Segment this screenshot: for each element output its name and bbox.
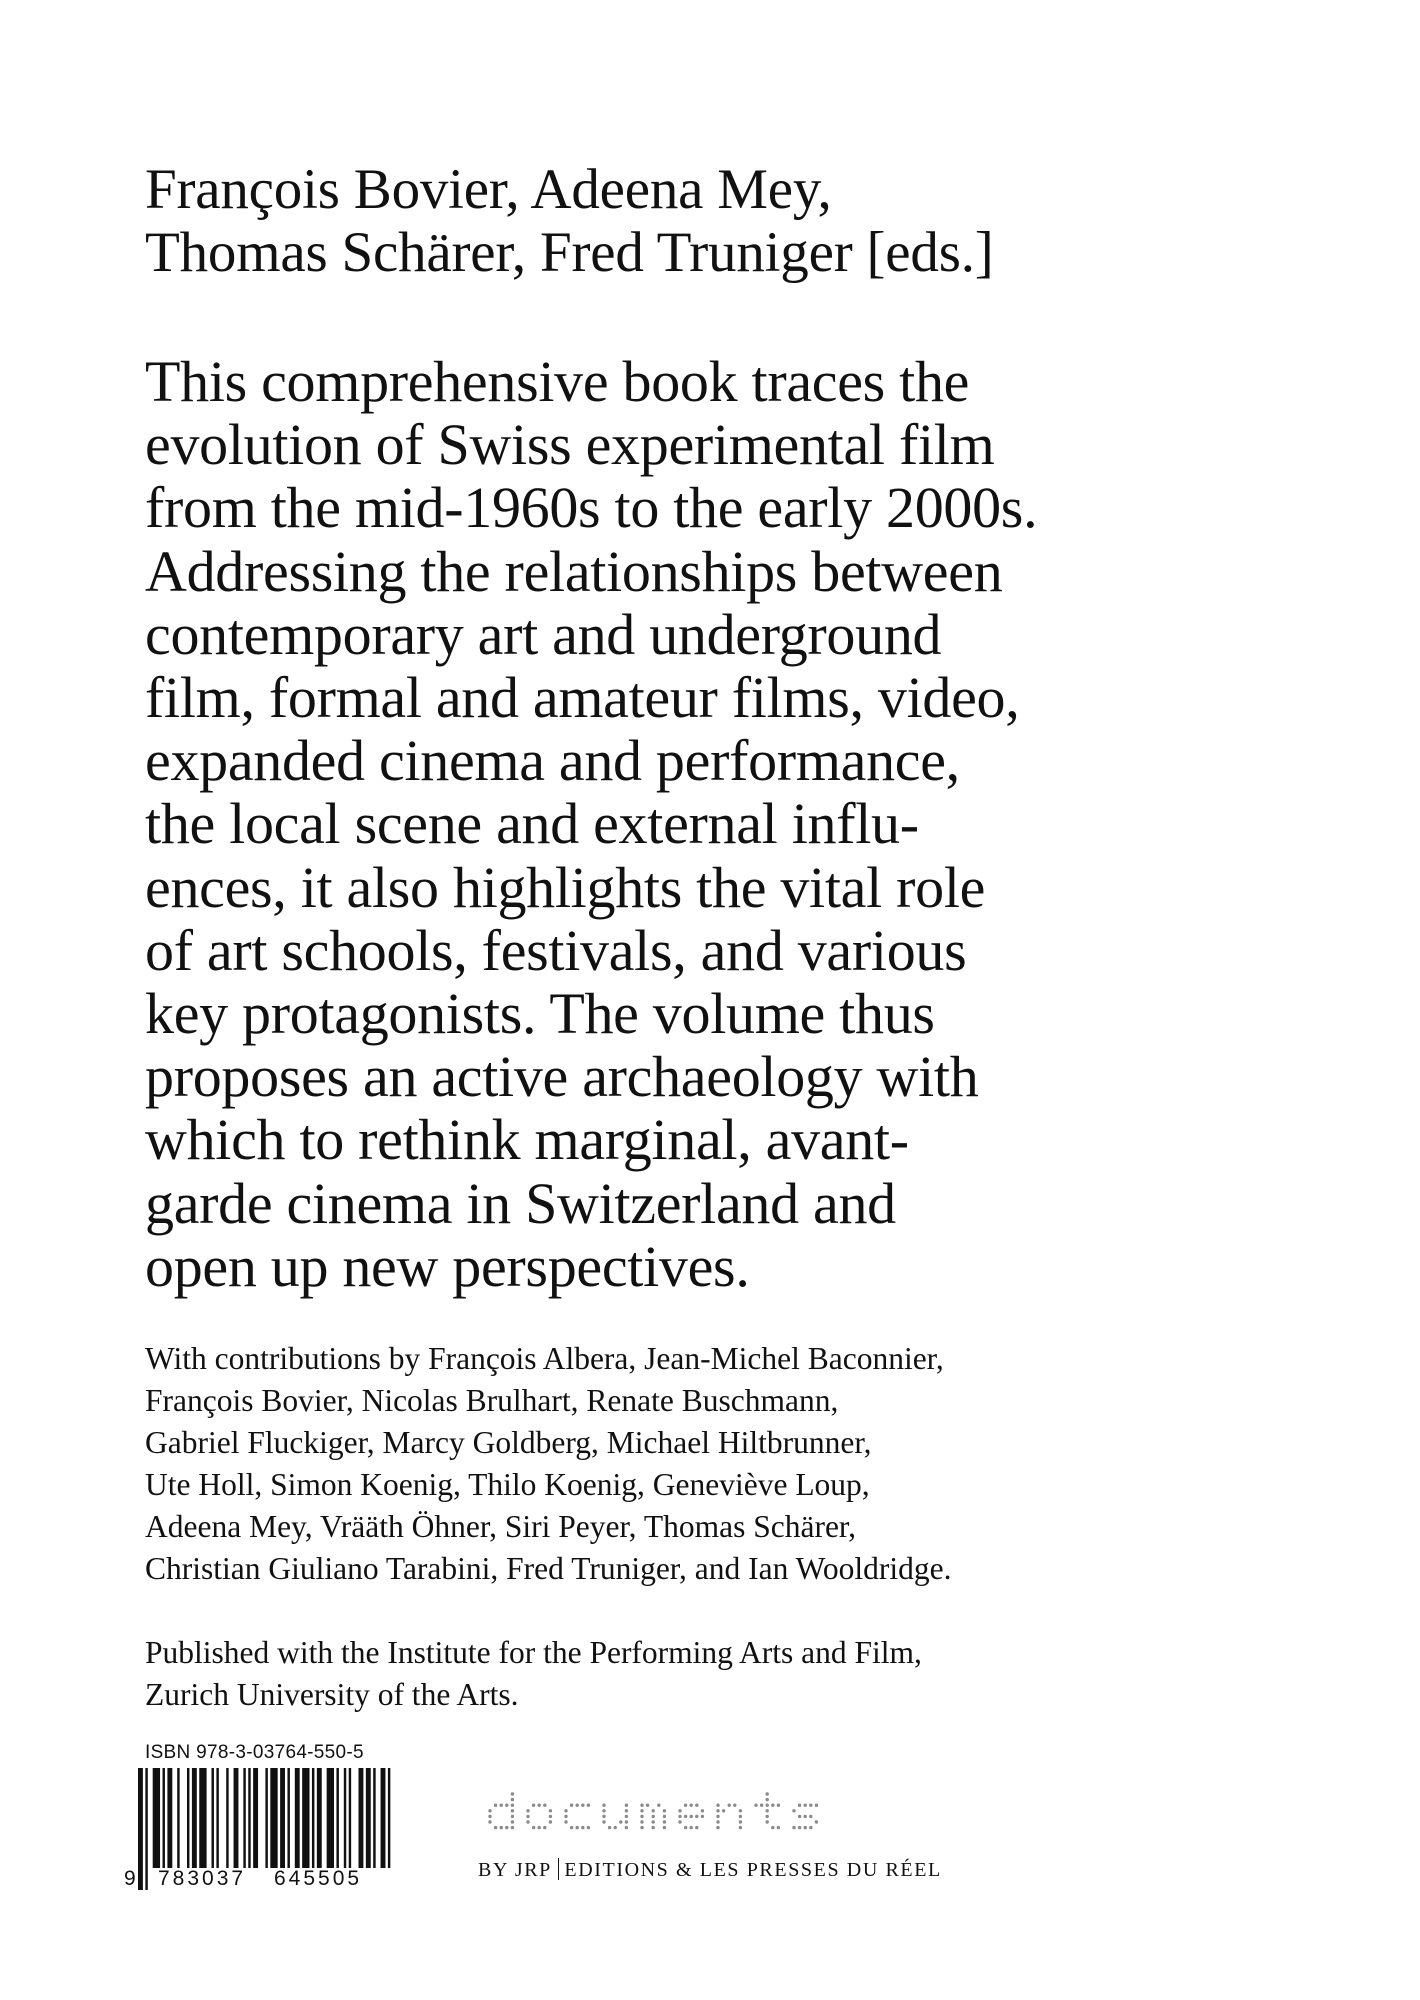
editors-block (145, 158, 1345, 284)
logo-dot (792, 1809, 795, 1812)
logo-dot (678, 1820, 681, 1823)
logo-dot (549, 1809, 552, 1812)
isbn-barcode (120, 1768, 400, 1892)
barcode-bar (216, 1768, 218, 1868)
logo-dot (511, 1809, 514, 1812)
logo-dot (766, 1804, 769, 1807)
description-line: expanded cinema and performance, (145, 728, 960, 794)
barcode-bar (226, 1768, 228, 1868)
logo-dot (511, 1820, 514, 1823)
logo-dot (663, 1820, 666, 1823)
logo-dot (505, 1826, 508, 1829)
barcode-bar (167, 1768, 172, 1868)
logo-dot (625, 1820, 628, 1823)
book-description (145, 350, 1375, 1298)
description-line: key protagonists. The volume thus (145, 981, 935, 1047)
barcode-bar (373, 1768, 375, 1868)
logo-dot (652, 1815, 655, 1818)
logo-dot (690, 1804, 693, 1807)
logo-dot (716, 1826, 719, 1829)
publisher-separator (558, 1858, 560, 1880)
logo-dot (754, 1804, 757, 1807)
logo-dot (526, 1809, 529, 1812)
logo-dot (739, 1826, 742, 1829)
barcode-bar (265, 1768, 267, 1868)
published-with-note (145, 1632, 1375, 1716)
logo-dot (532, 1826, 535, 1829)
logo-dot (526, 1815, 529, 1818)
logo-dot (488, 1820, 491, 1823)
logo-dot (804, 1826, 807, 1829)
barcode-bar (212, 1768, 214, 1868)
logo-dot (511, 1826, 514, 1829)
logo-dot (505, 1804, 508, 1807)
documents-logo-mark (488, 1784, 858, 1846)
logo-dot (804, 1815, 807, 1818)
barcode-bar (388, 1768, 390, 1868)
logo-dot (619, 1820, 622, 1823)
description-line: contemporary art and underground (145, 601, 942, 667)
logo-dot (570, 1804, 573, 1807)
logo-dot (728, 1804, 731, 1807)
logo-dot (640, 1826, 643, 1829)
logo-dot (695, 1804, 698, 1807)
description-line: garde cinema in Switzerland and (145, 1170, 896, 1236)
logo-dot (739, 1820, 742, 1823)
logo-dot (581, 1804, 584, 1807)
logo-dot (549, 1820, 552, 1823)
logo-dot (640, 1820, 643, 1823)
logo-dot (690, 1826, 693, 1829)
barcode-bar (199, 1768, 206, 1868)
logo-dot (581, 1826, 584, 1829)
logo-dot (488, 1809, 491, 1812)
logo-dot (684, 1804, 687, 1807)
logo-dot (722, 1809, 725, 1812)
barcode-bar (349, 1768, 351, 1868)
description-line: from the mid-1960s to the early 2000s. (145, 475, 1038, 541)
published-line: Zurich University of the Arts. (145, 1677, 519, 1712)
barcode-bar (312, 1768, 314, 1868)
logo-dot (625, 1809, 628, 1812)
logo-dot (684, 1815, 687, 1818)
logo-dot (602, 1809, 605, 1812)
barcode-bar (187, 1768, 189, 1868)
barcode-bar (192, 1768, 197, 1868)
publisher-imprint (478, 1858, 942, 1882)
logo-dot (576, 1804, 579, 1807)
logo-dot (663, 1826, 666, 1829)
logo-dot (511, 1792, 514, 1795)
logo-dot (494, 1804, 497, 1807)
logo-dot (809, 1826, 812, 1829)
contributors-line: Christian Giuliano Tarabini, Fred Truniger, and Ian Wooldridge. (145, 1551, 952, 1586)
logo-dot (739, 1809, 742, 1812)
logo-dot (549, 1815, 552, 1818)
description-line: Addressing the relationships between (145, 538, 1003, 604)
logo-dot (792, 1826, 795, 1829)
logo-dot (640, 1815, 643, 1818)
logo-dot (716, 1815, 719, 1818)
editors-line: François Bovier, Adeena Mey, (145, 158, 832, 221)
published-line: Published with the Institute for the Performing Arts and Film, (145, 1635, 922, 1670)
logo-dot (511, 1798, 514, 1801)
logo-dot (640, 1804, 643, 1807)
logo-dot (625, 1804, 628, 1807)
logo-dot (716, 1804, 719, 1807)
logo-dot (695, 1826, 698, 1829)
barcode-bar (359, 1768, 364, 1868)
logo-dot (488, 1815, 491, 1818)
logo-dot (543, 1826, 546, 1829)
documents-logo (488, 1784, 858, 1850)
logo-dot (602, 1815, 605, 1818)
logo-dot (684, 1826, 687, 1829)
publisher-prefix: BY JRP (478, 1859, 552, 1881)
logo-dot (532, 1804, 535, 1807)
logo-dot (804, 1804, 807, 1807)
barcode-bar (381, 1768, 386, 1868)
barcode-bar (234, 1768, 239, 1868)
logo-dot (625, 1815, 628, 1818)
logo-dot (695, 1815, 698, 1818)
barcode-bar (163, 1768, 165, 1868)
logo-dot (663, 1815, 666, 1818)
logo-dot (652, 1820, 655, 1823)
logo-dot (564, 1815, 567, 1818)
contributors-line: Ute Holl, Simon Koenig, Thilo Koenig, Geneviève Loup, (145, 1467, 870, 1502)
barcode-bar (295, 1768, 300, 1868)
logo-dot (538, 1804, 541, 1807)
logo-dot (614, 1826, 617, 1829)
logo-dot (587, 1826, 590, 1829)
logo-dot (602, 1804, 605, 1807)
logo-dot (701, 1809, 704, 1812)
barcode-digits-left: 783037 (158, 1867, 247, 1890)
logo-dot (771, 1826, 774, 1829)
barcode-bar (302, 1768, 309, 1868)
logo-dot (690, 1815, 693, 1818)
logo-dot (815, 1804, 818, 1807)
logo-dot (657, 1804, 660, 1807)
logo-dot (652, 1809, 655, 1812)
logo-dot (640, 1809, 643, 1812)
logo-dot (701, 1815, 704, 1818)
logo-dot (526, 1820, 529, 1823)
logo-dot (766, 1815, 769, 1818)
barcode-bar (366, 1768, 371, 1868)
description-line: proposes an active archaeology with (145, 1044, 979, 1110)
barcode-bar (344, 1768, 346, 1868)
logo-dot (766, 1820, 769, 1823)
editors-line: Thomas Schärer, Fred Truniger [eds.] (145, 221, 994, 284)
logo-dot (570, 1826, 573, 1829)
logo-dot (564, 1820, 567, 1823)
logo-dot (646, 1804, 649, 1807)
logo-dot (815, 1820, 818, 1823)
description-line: of art schools, festivals, and various (145, 917, 967, 983)
logo-dot (678, 1809, 681, 1812)
barcode-bar (336, 1768, 338, 1868)
logo-dot (625, 1826, 628, 1829)
publisher-suffix: EDITIONS & LES PRESSES DU RÉEL (564, 1859, 942, 1881)
logo-dot (494, 1826, 497, 1829)
barcode-bar (280, 1768, 285, 1868)
barcode-bar (243, 1768, 245, 1868)
logo-dot (809, 1815, 812, 1818)
barcode-bar (270, 1768, 277, 1868)
barcode-bar (138, 1768, 143, 1890)
logo-dot (733, 1804, 736, 1807)
logo-dot (576, 1826, 579, 1829)
logo-dot (538, 1826, 541, 1829)
description-line: film, formal and amateur films, video, (145, 665, 1020, 731)
barcode-digits-right: 645505 (274, 1867, 363, 1890)
logo-dot (766, 1792, 769, 1795)
logo-dot (716, 1820, 719, 1823)
logo-dot (777, 1804, 780, 1807)
logo-dot (652, 1826, 655, 1829)
logo-dot (766, 1809, 769, 1812)
contributors-line: With contributions by François Albera, Jean-Michel Baconnier, (145, 1341, 944, 1376)
logo-dot (716, 1809, 719, 1812)
barcode-bar (253, 1768, 258, 1868)
description-line: evolution of Swiss experimental film (145, 412, 995, 478)
logo-dot (602, 1820, 605, 1823)
barcode-bar (145, 1768, 147, 1890)
logo-dot (500, 1804, 503, 1807)
logo-dot (739, 1815, 742, 1818)
logo-dot (511, 1804, 514, 1807)
logo-dot (587, 1804, 590, 1807)
description-line: ences, it also highlights the vital role (145, 854, 986, 920)
logo-dot (809, 1804, 812, 1807)
logo-dot (663, 1809, 666, 1812)
barcode-bar (153, 1768, 160, 1868)
description-line: which to rethink marginal, avant- (145, 1107, 909, 1173)
barcode-bar (287, 1768, 289, 1868)
description-line: open up new perspectives. (145, 1233, 750, 1299)
logo-dot (771, 1804, 774, 1807)
logo-dot (543, 1804, 546, 1807)
contributors-line: Gabriel Fluckiger, Marcy Goldberg, Michael Hiltbrunner, (145, 1425, 872, 1460)
description-line: the local scene and external influ- (145, 791, 919, 857)
logo-dot (564, 1809, 567, 1812)
barcode-bar (248, 1768, 250, 1868)
logo-dot (798, 1815, 801, 1818)
logo-dot (500, 1826, 503, 1829)
barcode-bar (177, 1768, 179, 1868)
logo-dot (777, 1826, 780, 1829)
logo-dot (760, 1804, 763, 1807)
logo-dot (798, 1826, 801, 1829)
logo-dot (678, 1815, 681, 1818)
logo-dot (511, 1815, 514, 1818)
logo-dot (608, 1826, 611, 1829)
logo-dot (798, 1804, 801, 1807)
description-line: This comprehensive book traces the (145, 349, 970, 414)
barcode-digit-first: 9 (124, 1867, 136, 1890)
contributors-line: François Bovier, Nicolas Brulhart, Renate Buschmann, (145, 1383, 839, 1418)
logo-dot (766, 1798, 769, 1801)
contributors-list (145, 1338, 1375, 1590)
isbn-label: ISBN 978-3-03764-550-5 (145, 1742, 364, 1763)
contributors-line: Adeena Mey, Vrääth Öhner, Siri Peyer, Thomas Schärer, (145, 1509, 857, 1544)
